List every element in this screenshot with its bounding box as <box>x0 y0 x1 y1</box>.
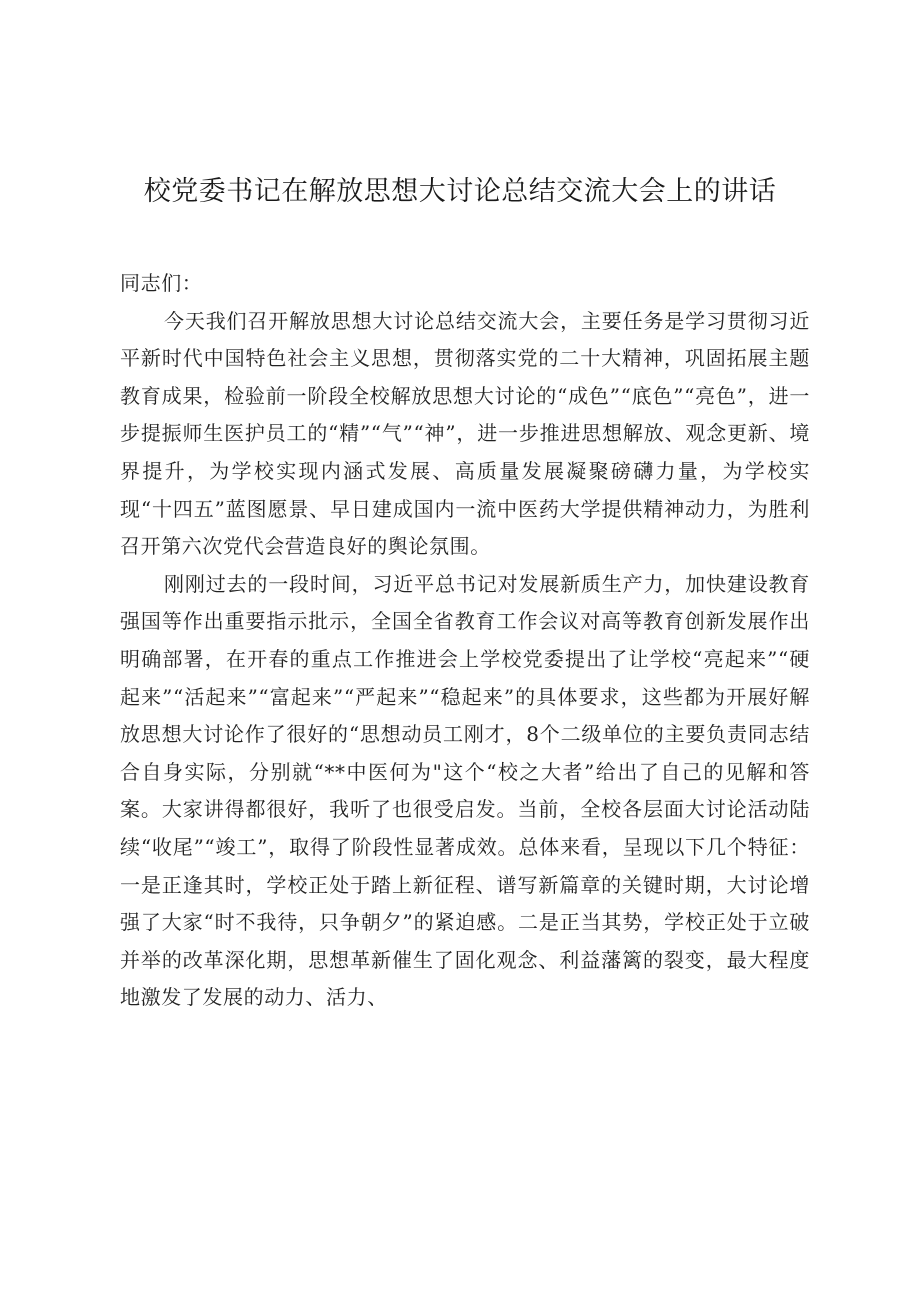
paragraph-1: 今天我们召开解放思想大讨论总结交流大会，主要任务是学习贯彻习近平新时代中国特色社会主义思想，贯彻落实党的二十大精神，巩固拓展主题教育成果，检验前一阶段全校解放思想大讨论的“成色”“底色”“亮色”，进一步提振师生医护员工的“精”“气”“神”，进一步推进思想解放、观念更新、境界提升，为学校实现内涵式发展、高质量发展凝聚磅礴力量，为学校实现“十四五”蓝图愿景、早日建成国内一流中医药大学提供精神动力，为胜利召开第六次党代会营造良好的舆论氛围。 <box>120 308 810 559</box>
paragraph-2: 刚刚过去的一段时间，习近平总书记对发展新质生产力，加快建设教育强国等作出重要指示批示，全国全省教育工作会议对高等教育创新发展作出明确部署，在开春的重点工作推进会上学校党委提出了让学校“亮起来”“硬起来”“活起来”“富起来”“严起来”“稳起来”的具体要求，这些都为开展好解放思想大讨论作了很好的“思想动员工刚才，8个二级单位的主要负责同志结合自身实际，分别就“**中医何为"这个“校之大者”给出了自己的见解和答案。大家讲得都很好，我听了也很受启发。当前，全校各层面大讨论活动陆续“收尾”“竣工”，取得了阶段性显著成效。总体来看，呈现以下几个特征：一是正逢其时，学校正处于踏上新征程、谱写新篇章的关键时期，大讨论增强了大家“时不我待，只争朝夕”的紧迫感。二是正当其势，学校正处于立破并举的改革深化期，思想革新催生了固化观念、利益藩篱的裂变，最大程度地激发了发展的动力、活力、 <box>120 571 810 1010</box>
document-body <box>120 265 810 1017</box>
document-title: 校党委书记在解放思想大讨论总结交流大会上的讲话 <box>143 176 777 207</box>
salutation: 同志们： <box>120 271 203 295</box>
